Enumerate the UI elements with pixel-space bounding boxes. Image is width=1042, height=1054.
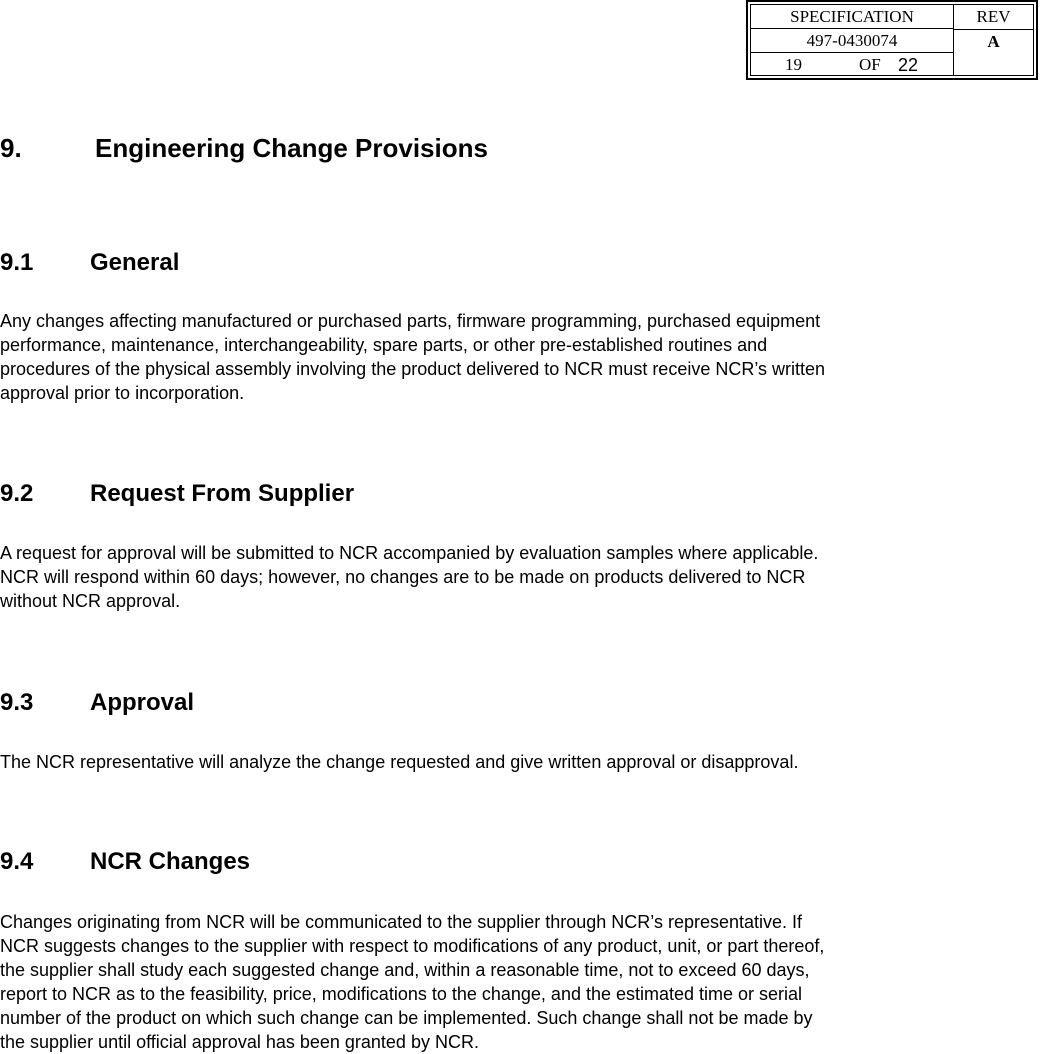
spec-header-box bbox=[746, 0, 1038, 80]
paragraph-line: NCR suggests changes to the supplier with respect to modifications of any product, unit, or part thereof, bbox=[0, 936, 825, 956]
page-indicator bbox=[751, 53, 953, 77]
paragraph-ncr-changes bbox=[0, 910, 970, 1054]
page-total: 22 bbox=[898, 55, 919, 75]
subsection-heading-ncr-changes bbox=[0, 848, 600, 878]
page-of-label: OF bbox=[859, 55, 881, 74]
subsection-title: NCR Changes bbox=[90, 848, 251, 875]
paragraph-approval bbox=[0, 750, 970, 774]
paragraph-line: the supplier shall study each suggested change and, within a reasonable time, not to exceed 60 days, bbox=[0, 960, 810, 980]
spec-number: 497-0430074 bbox=[751, 29, 953, 53]
subsection-title: General bbox=[90, 249, 180, 276]
paragraph-line: Any changes affecting manufactured or purchased parts, firmware programming, purchased equipment bbox=[0, 311, 821, 331]
subsection-number: 9.2 bbox=[0, 480, 34, 507]
page-current: 19 bbox=[785, 55, 802, 74]
spec-header-right bbox=[954, 5, 1033, 75]
spec-header-left bbox=[751, 5, 954, 75]
paragraph-line: approval prior to incorporation. bbox=[0, 383, 245, 403]
paragraph-line: number of the product on which such change can be implemented. Such change shall not be made by bbox=[0, 1008, 813, 1028]
rev-label: REV bbox=[954, 5, 1033, 30]
paragraph-line: procedures of the physical assembly involving the product delivered to NCR must receive NCR’s written bbox=[0, 359, 826, 379]
paragraph-general bbox=[0, 309, 970, 405]
paragraph-line: Changes originating from NCR will be communicated to the supplier through NCR’s representative. If bbox=[0, 912, 803, 932]
paragraph-line: report to NCR as to the feasibility, price, modifications to the change, and the estimated time or serial bbox=[0, 984, 803, 1004]
paragraph-line: without NCR approval. bbox=[0, 591, 181, 611]
paragraph-line: NCR will respond within 60 days; however, no changes are to be made on products delivered to NCR bbox=[0, 567, 806, 587]
subsection-number: 9.4 bbox=[0, 848, 34, 875]
spec-header-inner bbox=[750, 4, 1034, 76]
section-number: 9. bbox=[0, 133, 22, 163]
subsection-number: 9.1 bbox=[0, 249, 34, 276]
paragraph-request bbox=[0, 541, 970, 613]
subsection-number: 9.3 bbox=[0, 689, 34, 716]
paragraph-line: the supplier until official approval has been granted by NCR. bbox=[0, 1032, 479, 1052]
subsection-title: Request From Supplier bbox=[90, 480, 355, 507]
paragraph-line: performance, maintenance, interchangeability, spare parts, or other pre-established routines and bbox=[0, 335, 768, 355]
rev-value: A bbox=[987, 32, 1000, 51]
subsection-title: Approval bbox=[90, 689, 195, 716]
subsection-heading-general bbox=[0, 249, 600, 279]
paragraph-line: The NCR representative will analyze the change requested and give written approval or disapproval. bbox=[0, 752, 799, 772]
spec-label: SPECIFICATION bbox=[751, 5, 953, 29]
section-title: Engineering Change Provisions bbox=[95, 133, 488, 163]
paragraph-line: A request for approval will be submitted to NCR accompanied by evaluation samples where applicable. bbox=[0, 543, 819, 563]
subsection-heading-request bbox=[0, 480, 600, 510]
subsection-heading-approval bbox=[0, 689, 600, 719]
